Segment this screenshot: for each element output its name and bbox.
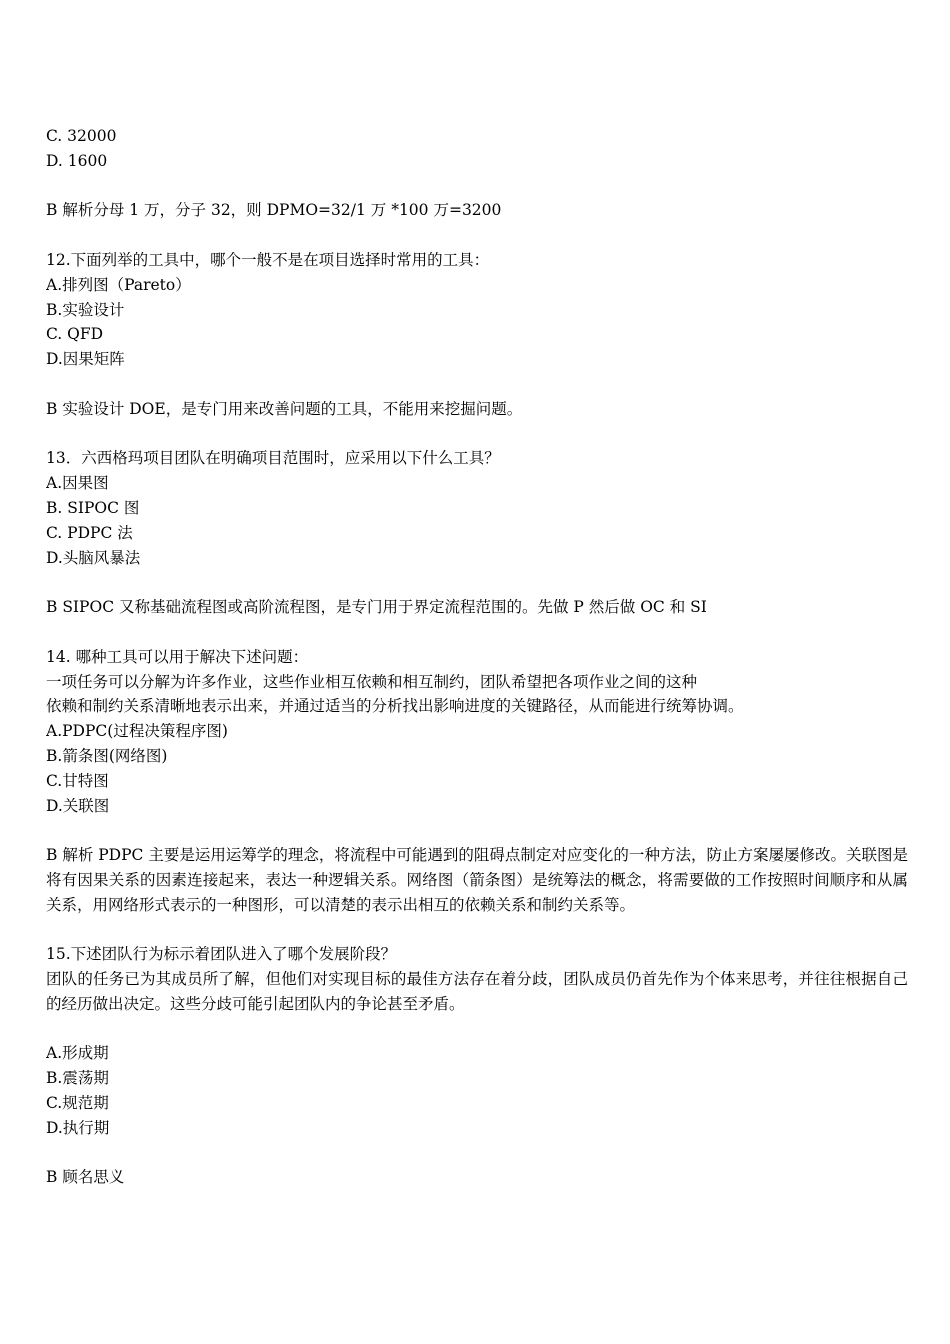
q12-option-d: D.因果矩阵 <box>46 350 125 369</box>
q12-option-a: A.排列图（Pareto） <box>46 275 191 294</box>
q14-option-c: C.甘特图 <box>46 771 109 790</box>
q13-question: 13．六西格玛项目团队在明确项目范围时，应采用以下什么工具？ <box>46 449 500 468</box>
q13-option-c: C. PDPC 法 <box>46 523 133 542</box>
spacer <box>46 620 908 645</box>
spacer <box>46 223 908 248</box>
spacer <box>46 174 908 199</box>
q12-answer: B 实验设计 DOE，是专门用来改善问题的工具，不能用来挖掘问题。 <box>46 399 523 418</box>
q15-option-b: B.震荡期 <box>46 1069 109 1088</box>
answer-explanation: B 解析分母 1 万，分子 32，则 DPMO=32/1 万 *100 万=3200 <box>46 201 502 220</box>
q15-option-d: D.执行期 <box>46 1118 110 1137</box>
spacer <box>46 570 908 595</box>
option-c: C. 32000 <box>46 127 117 145</box>
option-d: D. 1600 <box>46 151 108 170</box>
q14-option-d: D.关联图 <box>46 796 110 815</box>
spacer <box>46 918 908 943</box>
q14-description-line-2: 依赖和制约关系清晰地表示出来，并通过适当的分析找出影响进度的关键路径，从而能进行统筹协调。 <box>46 697 744 716</box>
q14-description-line-1: 一项任务可以分解为许多作业，这些作业相互依赖和相互制约，团队希望把各项作业之间的这种 <box>46 672 698 691</box>
spacer <box>46 372 908 397</box>
q14-question: 14. 哪种工具可以用于解决下述问题： <box>46 647 309 666</box>
q12-option-b: B.实验设计 <box>46 300 125 319</box>
q15-option-c: C.规范期 <box>46 1094 109 1113</box>
q15-question: 15.下述团队行为标示着团队进入了哪个发展阶段？ <box>46 945 397 964</box>
q13-option-b: B. SIPOC 图 <box>46 498 140 517</box>
q15-option-a: A.形成期 <box>46 1044 109 1063</box>
q15-answer: B 顾名思义 <box>46 1168 125 1187</box>
spacer <box>46 1141 908 1166</box>
q13-answer: B SIPOC 又称基础流程图或高阶流程图，是专门用于界定流程范围的。先做 P 然后做 OC 和 SI <box>46 598 707 617</box>
spacer <box>46 422 908 447</box>
spacer <box>46 1017 908 1042</box>
document-page <box>46 124 908 1190</box>
q13-option-d: D.头脑风暴法 <box>46 548 141 567</box>
q14-answer: B 解析 PDPC 主要是运用运筹学的理念，将流程中可能遇到的阻碍点制定对应变化的一种方法，防止方案屡屡修改。关联图是将有因果关系的因素连接起来，表达一种逻辑关系。网络图（箭条图）是统筹法的概念，将需要做的工作按照时间顺序和从属关系，用网络形式表示的一种图形，可以清楚的表示出相互的依赖关系和制约关系等。 <box>46 846 908 914</box>
q14-option-b: B.箭条图(网络图) <box>46 746 168 765</box>
q12-question: 12.下面列举的工具中，哪个一般不是在项目选择时常用的工具： <box>46 250 490 269</box>
spacer <box>46 818 908 843</box>
q12-option-c: C. QFD <box>46 325 104 344</box>
q13-option-a: A.因果图 <box>46 474 109 493</box>
q14-option-a: A.PDPC(过程决策程序图) <box>46 722 228 741</box>
q15-description: 团队的任务已为其成员所了解，但他们对实现目标的最佳方法存在着分歧，团队成员仍首先作为个体来思考，并往往根据自己的经历做出决定。这些分歧可能引起团队内的争论甚至矛盾。 <box>46 970 908 1013</box>
